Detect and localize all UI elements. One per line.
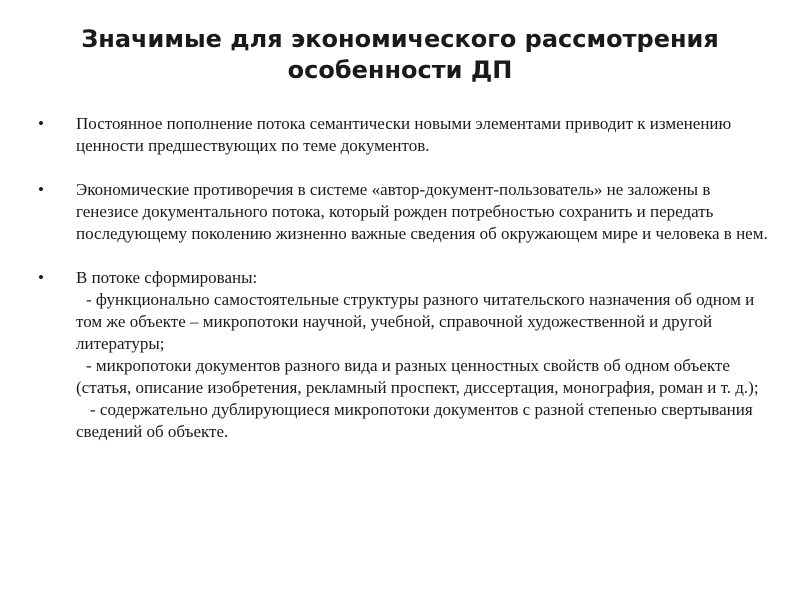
bullet-text: В потоке сформированы: <box>76 268 258 287</box>
sub-item: - функционально самостоятельные структуры разного читательского назначения об одном и том же объекте – микропотоки научной, учебной, справочной художественной и другой литературы; <box>76 290 755 353</box>
bullet-text: Постоянное пополнение потока семантически новыми элементами приводит к изменению ценности предшествующих по теме документов. <box>76 114 732 155</box>
bullet-item <box>38 113 768 157</box>
bullet-item <box>38 267 768 443</box>
bullet-text: Экономические противоречия в системе «автор-документ-пользователь» не заложены в генезисе документального потока, который рожден потребностью сохранить и передать последующему поколению жизненно важные сведения об окружающем мире и человека в нем. <box>76 180 768 243</box>
slide-title-line-2: особенности ДП <box>287 56 513 84</box>
sub-item: - микропотоки документов разного вида и разных ценностных свойств об одном объекте (статья, описание изобретения, рекламный проспект, диссертация, монография, роман и т. д.); <box>76 356 759 397</box>
slide-title-line-1: Значимые для экономического рассмотрения <box>81 25 719 53</box>
slide-title <box>40 24 760 86</box>
slide-body <box>38 113 768 465</box>
bullet-marker: • <box>38 114 44 133</box>
bullet-marker: • <box>38 268 44 287</box>
bullet-item <box>38 179 768 245</box>
sub-item: - содержательно дублирующиеся микропотоки документов с разной степенью свертывания сведений об объекте. <box>76 400 753 441</box>
bullet-marker: • <box>38 180 44 199</box>
